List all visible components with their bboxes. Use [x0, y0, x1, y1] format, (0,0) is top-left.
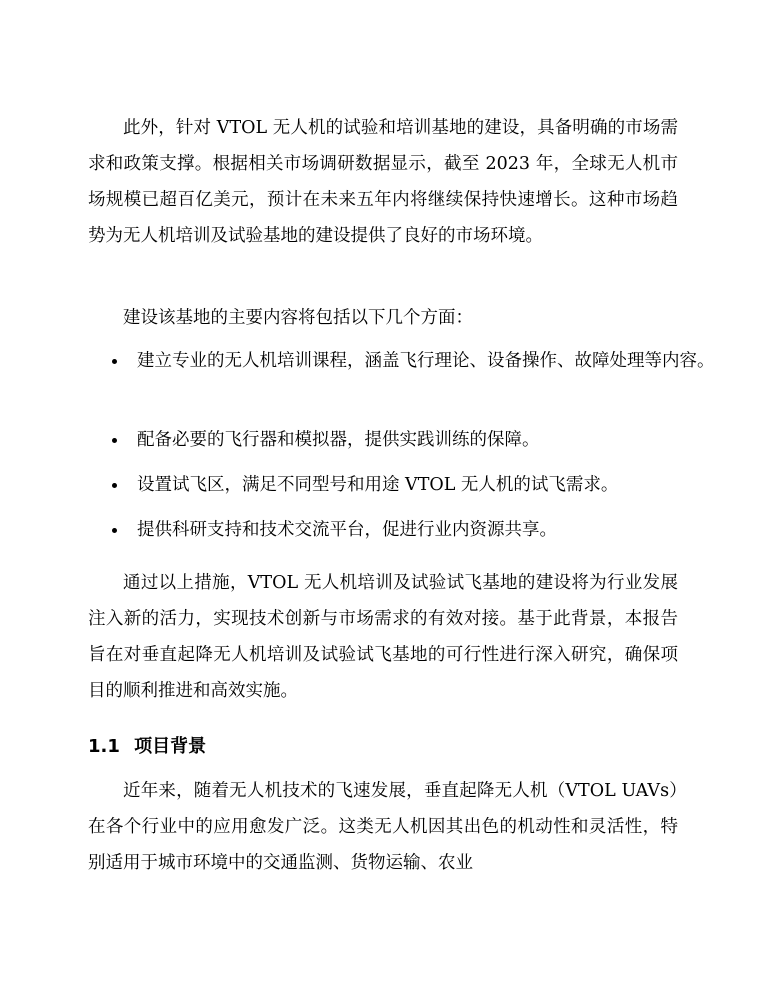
- list-item: [88, 424, 727, 456]
- list-item-text: 建立专业的无人机培训课程，涵盖飞行理论、设备操作、故障处理等内容。: [137, 351, 715, 371]
- list-item: [88, 469, 727, 501]
- bullet-dot-icon: [112, 438, 117, 443]
- list-item: [88, 345, 727, 377]
- section-heading: [88, 733, 206, 761]
- list-item-text: 配备必要的飞行器和模拟器，提供实践训练的保障。: [137, 430, 540, 450]
- bullet-dot-icon: [112, 359, 117, 364]
- bullet-dot-icon: [112, 483, 117, 488]
- section-number: 1.1: [88, 736, 120, 757]
- paragraph-measures-summary: 通过以上措施，VTOL 无人机培训及试验试飞基地的建设将为行业发展注入新的活力，实现技术创新与市场需求的有效对接。基于此背景，本报告旨在对垂直起降无人机培训及试验试飞基地的可行性进行深入研究，确保项目的顺利推进和高效实施。: [88, 573, 678, 701]
- section-title: 项目背景: [134, 736, 207, 757]
- paragraph-market-demand: 此外，针对 VTOL 无人机的试验和培训基地的建设，具备明确的市场需求和政策支撑。根据相关市场调研数据显示，截至 2023 年，全球无人机市场规模已超百亿美元，预计在未来五年内将继续保持快速增长。这种市场趋势为无人机培训及试验基地的建设提供了良好的市场环境。: [88, 118, 678, 246]
- list-item-text: 设置试飞区，满足不同型号和用途 VTOL 无人机的试飞需求。: [137, 475, 619, 495]
- bullet-dot-icon: [112, 528, 117, 533]
- list-item-text: 提供科研支持和技术交流平台，促进行业内资源共享。: [137, 520, 557, 540]
- list-item: [88, 514, 727, 546]
- paragraph-project-background: 近年来，随着无人机技术的飞速发展，垂直起降无人机（VTOL UAVs）在各个行业中的应用愈发广泛。这类无人机因其出色的机动性和灵活性，特别适用于城市环境中的交通监测、货物运输、农业: [88, 781, 678, 873]
- paragraph-construction-intro: 建设该基地的主要内容将包括以下几个方面：: [123, 308, 473, 328]
